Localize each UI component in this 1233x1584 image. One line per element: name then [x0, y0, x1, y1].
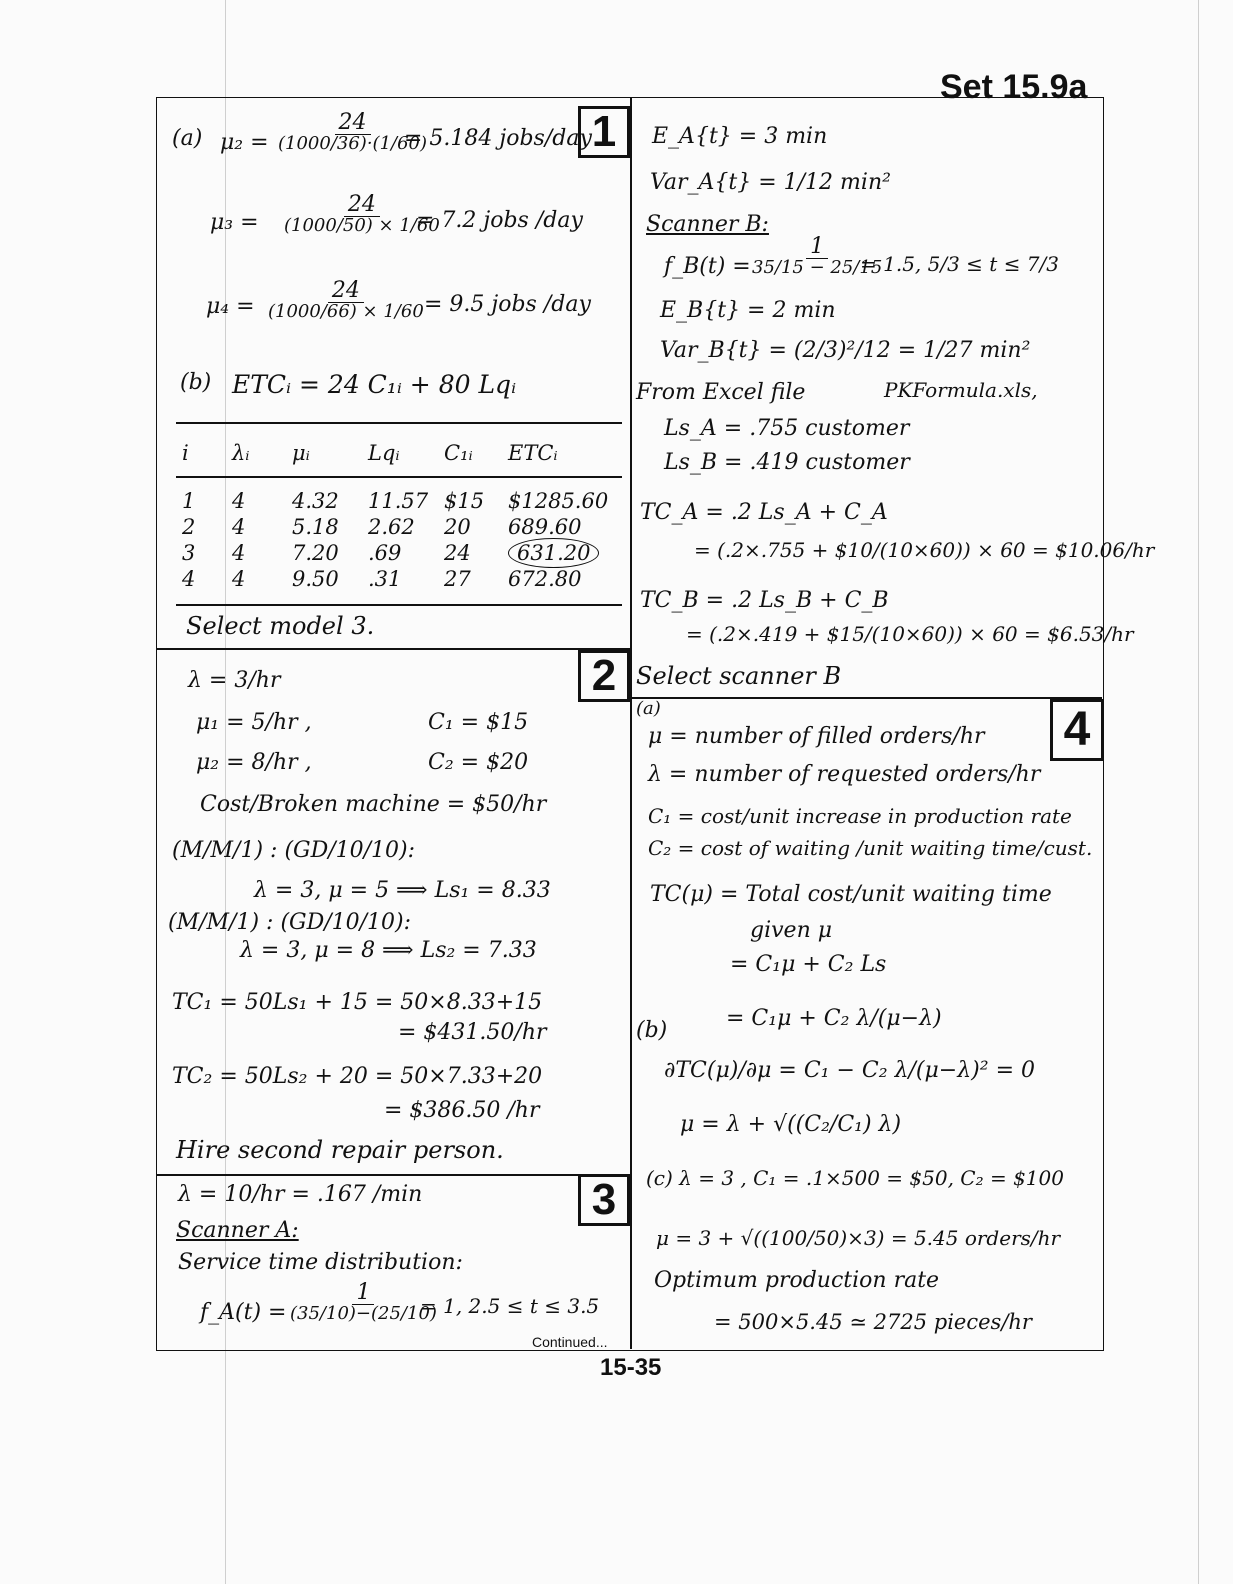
- set-title: Set 15.9a: [940, 68, 1088, 106]
- mu3-numerator: 24: [344, 194, 380, 217]
- tca-line2: = (.2×.755 + $10/(10×60)) × 60 = $10.06/hr: [694, 538, 1155, 562]
- p2-model2-result: λ = 3, μ = 8 ⟹ Ls₂ = 7.33: [240, 938, 537, 963]
- table-cell: 20: [444, 515, 471, 539]
- fb-numerator: 1: [806, 236, 828, 259]
- p2-model1: (M/M/1) : (GD/10/10):: [172, 838, 416, 863]
- excel-file: PKFormula.xls,: [884, 378, 1038, 402]
- table-row: [182, 540, 622, 566]
- table-cell: 24: [444, 541, 471, 565]
- def-tc2: given μ: [750, 918, 833, 943]
- table-cell: 4: [182, 567, 196, 591]
- fa-lhs: f_A(t) =: [200, 1300, 287, 1325]
- fa-numerator: 1: [352, 1282, 374, 1305]
- problem1-conclusion: Select model 3.: [186, 612, 375, 640]
- p2-mu2: μ₂ = 8/hr ,: [196, 750, 312, 775]
- vara-line: Var_A{t} = 1/12 min²: [650, 170, 891, 195]
- p2-tc2-line1: TC₂ = 50Ls₂ + 20 = 50×7.33+20: [172, 1064, 543, 1089]
- fa-denominator: (35/10)−(25/10): [290, 1303, 437, 1324]
- table-cell: 7.20: [292, 541, 339, 565]
- lsa-line: Ls_A = .755 customer: [664, 416, 910, 441]
- lsb-line: Ls_B = .419 customer: [664, 450, 910, 475]
- table-cell: 11.57: [368, 489, 429, 513]
- ea-line: E_A{t} = 3 min: [652, 124, 828, 149]
- p2-model1-result: λ = 3, μ = 5 ⟹ Ls₁ = 8.33: [254, 878, 551, 903]
- header-cell: i: [182, 441, 189, 465]
- header-cell: C₁ᵢ: [444, 441, 473, 465]
- header-cell: ETCᵢ: [508, 441, 558, 465]
- fa-rhs: = 1, 2.5 ≤ t ≤ 3.5: [420, 1294, 600, 1318]
- section-divider: [156, 1174, 630, 1176]
- def-c2: C₂ = cost of waiting /unit waiting time/cust.: [648, 836, 1093, 860]
- column-divider: [630, 97, 632, 1349]
- table-cell: 27: [444, 567, 471, 591]
- p2-c1: C₁ = $15: [428, 710, 529, 735]
- table-cell: 4: [232, 489, 246, 513]
- header-cell: λᵢ: [232, 441, 250, 465]
- mu4-lhs: μ₄ =: [206, 294, 255, 319]
- mu-optimal-eq: μ = λ + √((C₂/C₁) λ): [680, 1112, 902, 1137]
- table-header-rule: [176, 476, 622, 478]
- problem2-conclusion: Hire second repair person.: [176, 1136, 504, 1164]
- table-cell: $1285.60: [508, 489, 609, 513]
- etc-equation: ETCᵢ = 24 C₁ᵢ + 80 Lqᵢ: [232, 370, 517, 399]
- p2-model2: (M/M/1) : (GD/10/10):: [168, 910, 412, 935]
- fb-rhs: = 1.5, 5/3 ≤ t ≤ 7/3: [860, 252, 1059, 276]
- fb-denominator: 35/15 − 25/15: [752, 257, 883, 278]
- section-divider: [630, 697, 1102, 699]
- def-tc1: TC(μ) = Total cost/unit waiting time: [650, 882, 1052, 907]
- problem-1-badge: 1: [578, 106, 630, 158]
- tcb-line2: = (.2×.419 + $15/(10×60)) × 60 = $6.53/hr: [686, 622, 1134, 646]
- mu3-denominator: (1000/50) × 1/60: [284, 215, 440, 236]
- part-a-label: (a): [172, 126, 203, 151]
- p4-part-b-label: (b): [636, 1018, 668, 1043]
- mu2-result: = 5.184 jobs/day: [404, 126, 592, 151]
- problem-4-badge: 4: [1050, 699, 1104, 761]
- table-bottom-rule: [176, 604, 622, 606]
- mu4-fraction: [268, 280, 424, 321]
- p2-c2: C₂ = $20: [428, 750, 529, 775]
- mu4-numerator: 24: [328, 280, 364, 303]
- table-cell: 4: [232, 567, 246, 591]
- table-cell: 3: [182, 541, 196, 565]
- derivative-eq: ∂TC(μ)/∂μ = C₁ − C₂ λ/(μ−λ)² = 0: [664, 1058, 1036, 1083]
- p4-part-a-label: (a): [636, 698, 661, 719]
- def-lambda: λ = number of requested orders/hr: [648, 762, 1041, 787]
- mu4-denominator: (1000/66) × 1/60: [268, 301, 424, 322]
- mu4-result: = 9.5 jobs /day: [424, 292, 591, 317]
- table-row: [182, 488, 622, 514]
- optimum-label: Optimum production rate: [654, 1268, 940, 1293]
- eb-line: E_B{t} = 2 min: [660, 298, 836, 323]
- table-cell: 9.50: [292, 567, 339, 591]
- tc-eq2: = C₁μ + C₂ λ/(μ−λ): [726, 1006, 942, 1031]
- excel-note: From Excel file: [636, 380, 806, 405]
- table-cell: .31: [368, 567, 402, 591]
- mu-calc: μ = 3 + √((100/50)×3) = 5.45 orders/hr: [656, 1226, 1061, 1250]
- def-mu: μ = number of filled orders/hr: [648, 724, 985, 749]
- service-dist-label: Service time distribution:: [178, 1250, 463, 1275]
- page-number: 15-35: [600, 1354, 662, 1381]
- table-cell: 672.80: [508, 567, 582, 591]
- continued-note: Continued...: [532, 1334, 608, 1350]
- part-b-label: (b): [180, 370, 212, 395]
- mu2-lhs: μ₂ =: [220, 130, 269, 155]
- optimum-value: = 500×5.45 ≃ 2725 pieces/hr: [714, 1310, 1032, 1334]
- scanner-b-heading: Scanner B:: [646, 212, 769, 237]
- table-cell: 689.60: [508, 515, 582, 539]
- table-cell: 2: [182, 515, 196, 539]
- table-cell: 5.18: [292, 515, 339, 539]
- varb-line: Var_B{t} = (2/3)²/12 = 1/27 min²: [660, 338, 1031, 363]
- table-cell: $15: [444, 489, 485, 513]
- p2-tc1-line1: TC₁ = 50Ls₁ + 15 = 50×8.33+15: [172, 990, 543, 1015]
- model-cost-table: [182, 440, 622, 592]
- header-cell: Lqᵢ: [368, 441, 400, 465]
- section-divider: [156, 648, 630, 650]
- scanner-a-heading: Scanner A:: [176, 1218, 299, 1243]
- table-cell: .69: [368, 541, 402, 565]
- selected-cost-circle: 631.20: [508, 538, 599, 568]
- p2-cost-broken: Cost/Broken machine = $50/hr: [200, 792, 547, 817]
- p2-tc2-line2: = $386.50 /hr: [384, 1098, 540, 1123]
- part-c-line: (c) λ = 3 , C₁ = .1×500 = $50, C₂ = $100: [646, 1166, 1064, 1190]
- mu3-result: = 7.2 jobs /day: [416, 208, 583, 233]
- mu3-lhs: μ₃ =: [210, 210, 259, 235]
- header-cell: μᵢ: [292, 441, 310, 465]
- problem3-conclusion: Select scanner B: [636, 662, 842, 690]
- table-cell: 4: [232, 515, 246, 539]
- table-cell: 1: [182, 489, 196, 513]
- table-cell: 4: [232, 541, 246, 565]
- table-top-rule: [176, 422, 622, 424]
- table-cell: 2.62: [368, 515, 415, 539]
- tca-line1: TC_A = .2 Ls_A + C_A: [640, 500, 888, 525]
- problem-3-badge: 3: [578, 1174, 630, 1226]
- def-c1: C₁ = cost/unit increase in production rate: [648, 804, 1072, 828]
- scan-artifact-line: [1198, 0, 1199, 1584]
- problem-2-badge: 2: [578, 650, 630, 702]
- table-row: [182, 514, 622, 540]
- fa-fraction: [290, 1282, 437, 1323]
- table-cell: 4.32: [292, 489, 339, 513]
- table-row: [182, 566, 622, 592]
- tc-eq1: = C₁μ + C₂ Ls: [730, 952, 887, 977]
- mu2-denominator: (1000/36)·(1/60): [278, 133, 428, 154]
- p2-lambda: λ = 3/hr: [188, 668, 281, 693]
- p3-lambda: λ = 10/hr = .167 /min: [178, 1182, 423, 1207]
- fb-lhs: f_B(t) =: [664, 254, 751, 279]
- p2-tc1-line2: = $431.50/hr: [398, 1020, 547, 1045]
- tcb-line1: TC_B = .2 Ls_B + C_B: [640, 588, 889, 613]
- table-header-row: [182, 440, 622, 466]
- p2-mu1: μ₁ = 5/hr ,: [196, 710, 312, 735]
- mu2-numerator: 24: [335, 112, 371, 135]
